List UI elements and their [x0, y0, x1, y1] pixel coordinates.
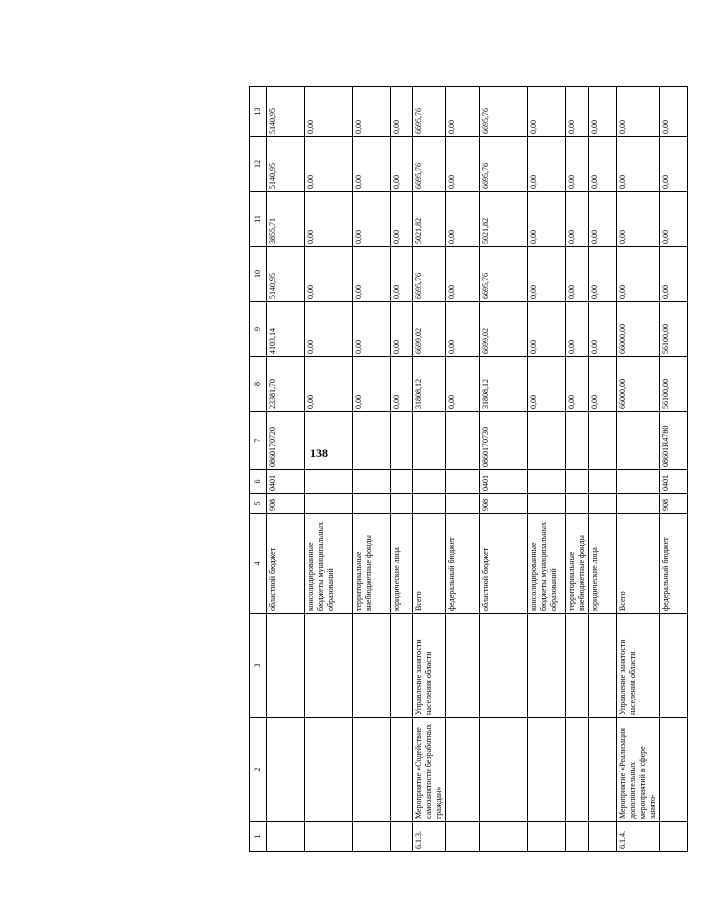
- table-cell-col-1: [528, 822, 566, 852]
- table-cell-col-4: Всего: [617, 514, 660, 614]
- table-cell-col-8: 56100,00: [660, 357, 688, 412]
- table-cell-col-5: 908: [660, 494, 688, 514]
- table-row: [267, 87, 305, 852]
- table-cell-col-11: 5021,82: [413, 192, 446, 247]
- table-cell-col-4: территориальные внебюджетные фонды: [353, 514, 391, 614]
- column-number-13: 13: [250, 87, 267, 137]
- table-cell-col-13: 5140,95: [267, 87, 305, 137]
- table-cell-col-2: [267, 718, 305, 822]
- table-cell-col-2: [353, 718, 391, 822]
- table-cell-col-7: [589, 412, 617, 470]
- table-cell-col-10: 0,00: [446, 247, 480, 302]
- table-cell-col-9: 4103,14: [267, 302, 305, 357]
- table-cell-col-3: [391, 614, 413, 718]
- table-cell-col-4: территориальные внебюджетные фонды: [566, 514, 589, 614]
- table-cell-col-8: 66000,00: [617, 357, 660, 412]
- table-cell-col-8: 0,00: [528, 357, 566, 412]
- table-cell-col-9: 0,00: [566, 302, 589, 357]
- table-cell-col-2: [660, 718, 688, 822]
- table-cell-col-12: 0,00: [528, 137, 566, 192]
- table-cell-col-1: [660, 822, 688, 852]
- table-cell-col-9: 6699,02: [480, 302, 528, 357]
- table-row: [413, 87, 446, 852]
- table-cell-col-5: 908: [480, 494, 528, 514]
- table-cell-col-5: [305, 494, 353, 514]
- column-number-3: 3: [250, 614, 267, 718]
- table-cell-col-5: [413, 494, 446, 514]
- table-header-row: [250, 87, 267, 852]
- table-cell-col-1: [589, 822, 617, 852]
- table-cell-col-10: 0,00: [617, 247, 660, 302]
- table-cell-col-12: 6695,76: [413, 137, 446, 192]
- table-cell-col-2: [566, 718, 589, 822]
- table-cell-col-11: 0,00: [660, 192, 688, 247]
- table-cell-col-3: [267, 614, 305, 718]
- table-cell-col-6: [305, 470, 353, 494]
- table-cell-col-1: [305, 822, 353, 852]
- table-cell-col-9: 0,00: [446, 302, 480, 357]
- table-cell-col-2: [446, 718, 480, 822]
- table-cell-col-6: 0401: [480, 470, 528, 494]
- table-row: [480, 87, 528, 852]
- table-cell-col-10: 0,00: [528, 247, 566, 302]
- table-cell-col-11: 3855,71: [267, 192, 305, 247]
- table-cell-col-3: [660, 614, 688, 718]
- column-number-12: 12: [250, 137, 267, 192]
- table-cell-col-2: Мероприятие «Содействие самозанятости безработных граждан»: [413, 718, 446, 822]
- table-cell-col-10: 0,00: [391, 247, 413, 302]
- table-cell-col-13: 0,00: [391, 87, 413, 137]
- table-cell-col-8: 31808,12: [480, 357, 528, 412]
- table-cell-col-12: 0,00: [305, 137, 353, 192]
- table-cell-col-13: 0,00: [589, 87, 617, 137]
- table-cell-col-2: [305, 718, 353, 822]
- table-cell-col-6: [589, 470, 617, 494]
- page-number: 138: [310, 446, 328, 460]
- table-cell-col-2: [589, 718, 617, 822]
- table-cell-col-10: 0,00: [660, 247, 688, 302]
- table-cell-col-4: федеральный бюджет: [446, 514, 480, 614]
- table-cell-col-7: [353, 412, 391, 470]
- table-cell-col-5: [566, 494, 589, 514]
- table-cell-col-3: [589, 614, 617, 718]
- table-cell-col-8: 31808,12: [413, 357, 446, 412]
- table-cell-col-6: [413, 470, 446, 494]
- table-cell-col-11: 0,00: [353, 192, 391, 247]
- table-cell-col-13: 6695,76: [413, 87, 446, 137]
- table-cell-col-1: [353, 822, 391, 852]
- table-cell-col-10: 6695,76: [480, 247, 528, 302]
- table-cell-col-7: [391, 412, 413, 470]
- column-number-4: 4: [250, 514, 267, 614]
- table-cell-col-6: [353, 470, 391, 494]
- table-row: [305, 87, 353, 852]
- budget-table: [249, 86, 688, 852]
- table-cell-col-7: [617, 412, 660, 470]
- table-cell-col-8: 0,00: [446, 357, 480, 412]
- table-cell-col-13: 0,00: [617, 87, 660, 137]
- table-cell-col-1: [391, 822, 413, 852]
- table-cell-col-8: 0,00: [589, 357, 617, 412]
- table-cell-col-3: [305, 614, 353, 718]
- table-cell-col-12: 0,00: [660, 137, 688, 192]
- table-cell-col-1: [480, 822, 528, 852]
- table-cell-col-3: [446, 614, 480, 718]
- column-number-7: 7: [250, 412, 267, 470]
- table-cell-col-5: [353, 494, 391, 514]
- table-cell-col-5: [589, 494, 617, 514]
- table-cell-col-4: областной бюджет: [267, 514, 305, 614]
- table-cell-col-4: юридические лица: [391, 514, 413, 614]
- table-cell-col-6: 0401: [267, 470, 305, 494]
- table-row: [617, 87, 660, 852]
- table-cell-col-11: 0,00: [528, 192, 566, 247]
- table-cell-col-11: 0,00: [305, 192, 353, 247]
- table-cell-col-5: 908: [267, 494, 305, 514]
- table-cell-col-7: [446, 412, 480, 470]
- table-cell-col-3: Управление занятости населения области: [617, 614, 660, 718]
- table-cell-col-7: [566, 412, 589, 470]
- table-cell-col-11: 5021,82: [480, 192, 528, 247]
- table-cell-col-1: 6.1.4.: [617, 822, 660, 852]
- table-cell-col-6: 0401: [660, 470, 688, 494]
- table-cell-col-12: 0,00: [589, 137, 617, 192]
- table-cell-col-11: 0,00: [446, 192, 480, 247]
- table-cell-col-6: [391, 470, 413, 494]
- table-cell-col-11: 0,00: [391, 192, 413, 247]
- table-cell-col-4: консолидированные бюджеты муниципальных образований: [305, 514, 353, 614]
- table-cell-col-4: консолидированные бюджеты муниципальных образований: [528, 514, 566, 614]
- table-cell-col-9: 0,00: [353, 302, 391, 357]
- table-cell-col-4: Всего: [413, 514, 446, 614]
- table-cell-col-3: [353, 614, 391, 718]
- table-cell-col-5: [446, 494, 480, 514]
- table-cell-col-7: [413, 412, 446, 470]
- table-cell-col-11: 0,00: [566, 192, 589, 247]
- table-cell-col-4: юридические лица: [589, 514, 617, 614]
- table-cell-col-1: [446, 822, 480, 852]
- table-cell-col-7: 0860170720: [267, 412, 305, 470]
- table-cell-col-9: 0,00: [305, 302, 353, 357]
- table-cell-col-2: [391, 718, 413, 822]
- table-cell-col-13: 0,00: [566, 87, 589, 137]
- table-cell-col-6: [566, 470, 589, 494]
- table-cell-col-1: [267, 822, 305, 852]
- table-cell-col-12: 6695,76: [480, 137, 528, 192]
- table-row: [446, 87, 480, 852]
- table-cell-col-12: 5140,95: [267, 137, 305, 192]
- table-cell-col-10: 0,00: [589, 247, 617, 302]
- table-cell-col-8: 0,00: [305, 357, 353, 412]
- table-cell-col-5: [528, 494, 566, 514]
- table-cell-col-9: 66000,00: [617, 302, 660, 357]
- table-cell-col-2: [480, 718, 528, 822]
- table-cell-col-12: 0,00: [446, 137, 480, 192]
- table-cell-col-8: 0,00: [391, 357, 413, 412]
- column-number-11: 11: [250, 192, 267, 247]
- table-cell-col-6: [528, 470, 566, 494]
- table-cell-col-9: 0,00: [391, 302, 413, 357]
- table-cell-col-10: 0,00: [305, 247, 353, 302]
- table-cell-col-5: [391, 494, 413, 514]
- table-cell-col-1: [566, 822, 589, 852]
- table-cell-col-3: [480, 614, 528, 718]
- table-cell-col-12: 0,00: [617, 137, 660, 192]
- table-row: [660, 87, 688, 852]
- table-cell-col-4: федеральный бюджет: [660, 514, 688, 614]
- table-cell-col-13: 0,00: [305, 87, 353, 137]
- table-cell-col-8: 23381,70: [267, 357, 305, 412]
- table-cell-col-3: [528, 614, 566, 718]
- table-cell-col-11: 0,00: [617, 192, 660, 247]
- table-cell-col-2: Мероприятие «Реализация дополнительных мероприятий в сфере занято-: [617, 718, 660, 822]
- table-cell-col-8: 0,00: [353, 357, 391, 412]
- column-number-5: 5: [250, 494, 267, 514]
- table-cell-col-13: 0,00: [446, 87, 480, 137]
- table-cell-col-7: [528, 412, 566, 470]
- table-cell-col-2: [528, 718, 566, 822]
- table-cell-col-6: [446, 470, 480, 494]
- table-cell-col-8: 0,00: [566, 357, 589, 412]
- table-cell-col-13: 0,00: [660, 87, 688, 137]
- table-cell-col-10: 5140,95: [267, 247, 305, 302]
- table-row: [589, 87, 617, 852]
- column-number-10: 10: [250, 247, 267, 302]
- table-cell-col-7: 08601R4780: [660, 412, 688, 470]
- table-cell-col-12: 0,00: [353, 137, 391, 192]
- table-cell-col-9: 0,00: [528, 302, 566, 357]
- table-cell-col-6: [617, 470, 660, 494]
- column-number-8: 8: [250, 357, 267, 412]
- table-cell-col-13: 0,00: [353, 87, 391, 137]
- table-row: [353, 87, 391, 852]
- table-cell-col-9: 0,00: [589, 302, 617, 357]
- table-row: [391, 87, 413, 852]
- table-cell-col-12: 0,00: [391, 137, 413, 192]
- table-cell-col-4: областной бюджет: [480, 514, 528, 614]
- table-cell-col-12: 0,00: [566, 137, 589, 192]
- column-number-2: 2: [250, 718, 267, 822]
- table-cell-col-10: 0,00: [566, 247, 589, 302]
- table-row: [566, 87, 589, 852]
- table-cell-col-10: 6695,76: [413, 247, 446, 302]
- column-number-1: 1: [250, 822, 267, 852]
- table-cell-col-1: 6.1.3.: [413, 822, 446, 852]
- table-cell-col-7: [305, 412, 353, 470]
- column-number-9: 9: [250, 302, 267, 357]
- table-cell-col-13: 6695,76: [480, 87, 528, 137]
- table-cell-col-5: [617, 494, 660, 514]
- table-cell-col-3: [566, 614, 589, 718]
- table-cell-col-9: 6699,02: [413, 302, 446, 357]
- table-cell-col-7: 0860170730: [480, 412, 528, 470]
- table-cell-col-3: Управление занятости населения области: [413, 614, 446, 718]
- table-row: [528, 87, 566, 852]
- table-cell-col-9: 56100,00: [660, 302, 688, 357]
- table-cell-col-11: 0,00: [589, 192, 617, 247]
- table-cell-col-10: 0,00: [353, 247, 391, 302]
- table-container: [249, 87, 703, 852]
- column-number-6: 6: [250, 470, 267, 494]
- table-cell-col-13: 0,00: [528, 87, 566, 137]
